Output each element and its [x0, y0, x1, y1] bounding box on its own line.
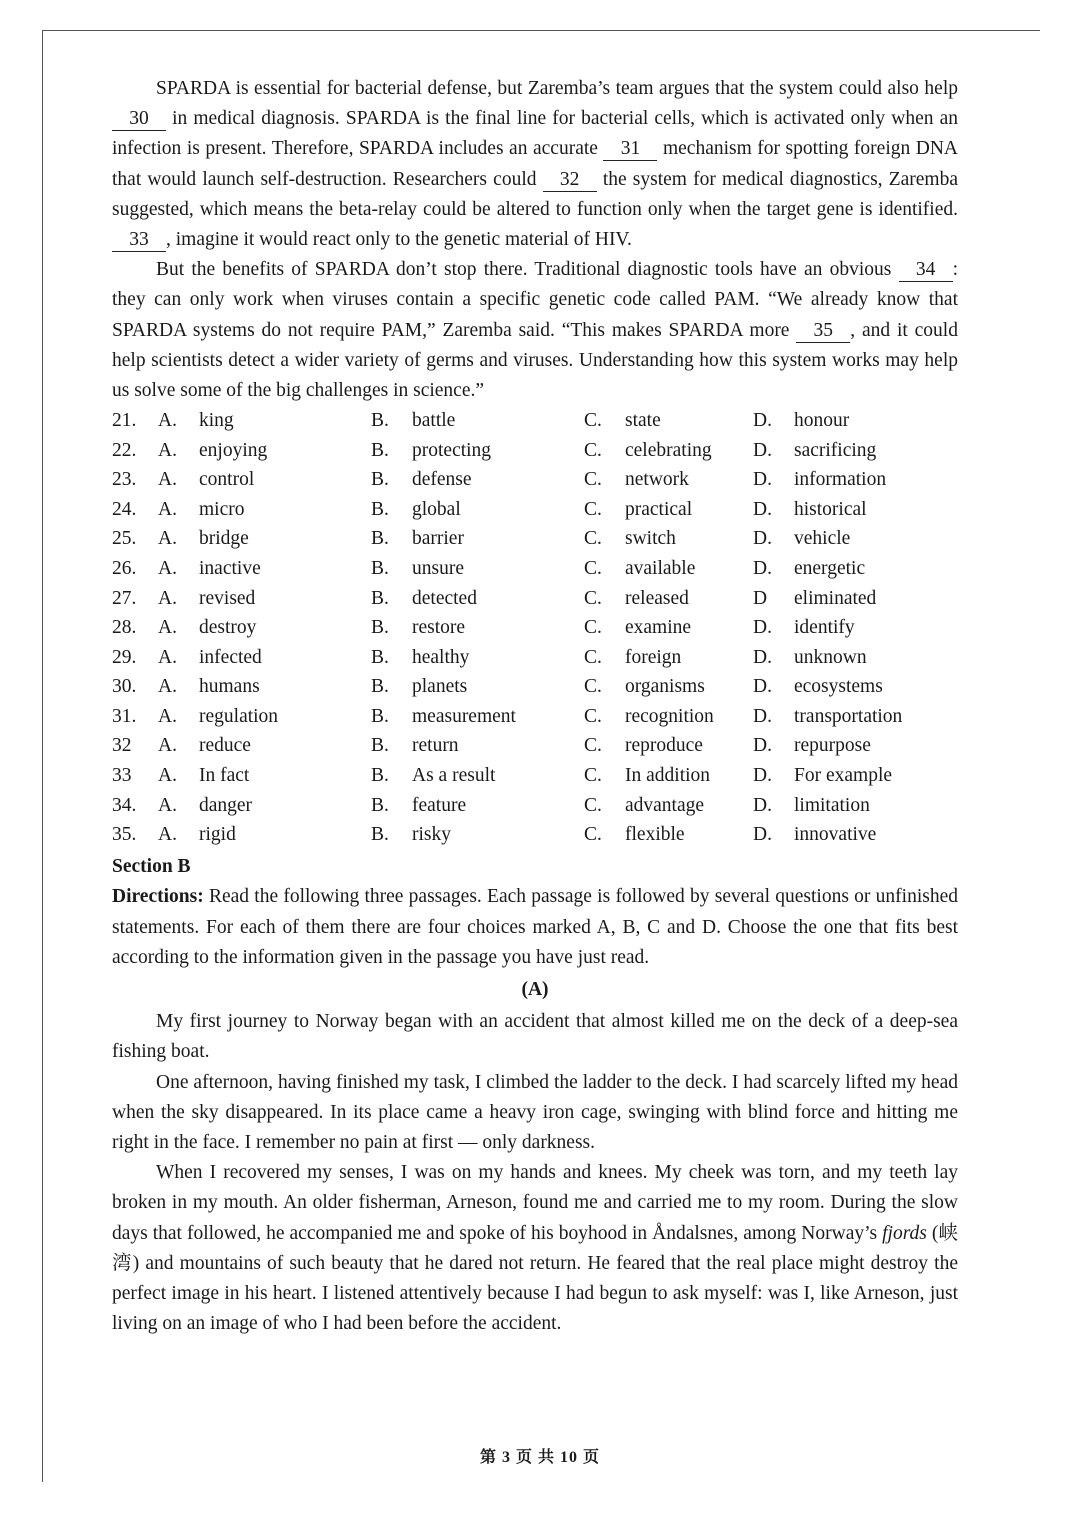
text-run: SPARDA is essential for bacterial defense, but Zaremba’s team argues that the system could also help [156, 78, 958, 99]
option-text: king [199, 409, 234, 431]
option-text: regulation [199, 705, 279, 727]
option-text: danger [199, 794, 253, 816]
option-a [158, 613, 371, 643]
option-text: examine [625, 617, 692, 639]
option-letter: D. [753, 409, 772, 431]
option-b [371, 554, 584, 584]
option-text: organisms [625, 676, 705, 698]
option-d [753, 406, 903, 436]
option-c [584, 613, 753, 643]
option-letter: A. [158, 557, 177, 579]
option-d [753, 643, 903, 673]
option-letter: D. [753, 824, 772, 846]
option-c [584, 731, 753, 761]
option-text: inactive [199, 557, 261, 579]
option-letter: B. [371, 587, 389, 609]
option-a [158, 820, 371, 850]
option-text: celebrating [625, 439, 712, 461]
option-letter: B. [371, 469, 389, 491]
option-a [158, 436, 371, 466]
option-row [112, 761, 958, 791]
section-b-title: Section B [112, 856, 191, 878]
option-text: repurpose [794, 735, 871, 757]
option-text: information [794, 469, 887, 491]
option-text: bridge [199, 528, 249, 550]
option-letter: A. [158, 824, 177, 846]
option-row [112, 643, 958, 673]
option-c [584, 761, 753, 791]
option-c [584, 406, 753, 436]
option-letter: A. [158, 705, 177, 727]
text-run: : they can only work when viruses contain a specific genetic code called PAM. “We already know that SPARDA systems do not require PAM,” Zaremba said. “This makes SPARDA more [112, 259, 958, 341]
option-letter: C. [584, 587, 602, 609]
option-d [753, 702, 903, 732]
option-letter: C. [584, 617, 602, 639]
question-number: 22. [112, 439, 137, 461]
question-number: 34. [112, 794, 137, 816]
text-run: But the benefits of SPARDA don’t stop there. Traditional diagnostic tools have an obvious [156, 259, 899, 281]
option-d [753, 672, 903, 702]
answer-options [112, 406, 958, 850]
option-letter: A. [158, 794, 177, 816]
question-number: 33 [112, 765, 132, 787]
option-letter: B. [371, 439, 389, 461]
question-number: 24. [112, 498, 137, 520]
option-letter: D. [753, 735, 772, 757]
option-letter: A. [158, 439, 177, 461]
option-a [158, 643, 371, 673]
option-letter: A. [158, 735, 177, 757]
option-letter: D. [753, 439, 772, 461]
option-row [112, 554, 958, 584]
option-b [371, 584, 584, 614]
option-d [753, 584, 903, 614]
option-text: return [412, 735, 459, 757]
option-b [371, 702, 584, 732]
question-number: 35. [112, 824, 137, 846]
option-letter: C. [584, 765, 602, 787]
option-d [753, 524, 903, 554]
option-b [371, 495, 584, 525]
option-letter: B. [371, 557, 389, 579]
option-a [158, 584, 371, 614]
option-letter: C. [584, 439, 602, 461]
option-text: revised [199, 587, 256, 609]
option-text: practical [625, 498, 693, 520]
option-c [584, 465, 753, 495]
text-run: the system for medical diagnostics, Zaremba suggested, which means the beta-relay could be altered to function only when the target gene is identified. [112, 168, 958, 220]
option-letter: C. [584, 557, 602, 579]
question-number: 23. [112, 469, 137, 491]
option-text: unknown [794, 646, 867, 668]
option-row [112, 732, 958, 762]
option-d [753, 436, 903, 466]
page-border-top [42, 30, 1040, 31]
option-row [112, 702, 958, 732]
option-text: switch [625, 528, 676, 550]
option-letter: B. [371, 735, 389, 757]
option-letter: A. [158, 528, 177, 550]
option-c [584, 524, 753, 554]
option-row [112, 791, 958, 821]
option-text: planets [412, 676, 468, 698]
option-b [371, 672, 584, 702]
option-letter: D. [753, 528, 772, 550]
question-number: 27. [112, 587, 137, 609]
blank-34: 34 [899, 259, 953, 282]
option-text: reproduce [625, 735, 703, 757]
option-c [584, 702, 753, 732]
option-c [584, 554, 753, 584]
option-text: rigid [199, 824, 236, 846]
option-row [112, 465, 958, 495]
option-text: advantage [625, 794, 705, 816]
option-c [584, 791, 753, 821]
option-text: unsure [412, 557, 464, 579]
option-letter: A. [158, 409, 177, 431]
option-text: healthy [412, 646, 470, 668]
blank-35: 35 [796, 320, 850, 343]
option-letter: D. [753, 617, 772, 639]
option-text: humans [199, 676, 260, 698]
option-b [371, 406, 584, 436]
option-letter: B. [371, 676, 389, 698]
option-text: energetic [794, 557, 866, 579]
passage-title: (A) [521, 978, 549, 1000]
question-number: 21. [112, 409, 137, 431]
option-text: available [625, 557, 696, 579]
option-letter: A. [158, 469, 177, 491]
option-letter: D [753, 587, 768, 609]
option-row [112, 406, 958, 436]
question-number: 28. [112, 617, 137, 639]
option-b [371, 436, 584, 466]
option-letter: A. [158, 498, 177, 520]
option-a [158, 702, 371, 732]
option-row [112, 436, 958, 466]
option-letter: C. [584, 469, 602, 491]
option-letter: A. [158, 765, 177, 787]
option-a [158, 465, 371, 495]
blank-32: 32 [543, 169, 597, 192]
text-run: mechanism for spotting foreign DNA that would launch self-destruction. Researchers could [112, 138, 958, 190]
option-letter: D. [753, 794, 772, 816]
option-text: battle [412, 409, 456, 431]
directions [112, 882, 958, 973]
option-row [112, 525, 958, 555]
option-letter: C. [584, 646, 602, 668]
option-letter: C. [584, 824, 602, 846]
option-text: vehicle [794, 528, 851, 550]
option-text: recognition [625, 705, 714, 727]
option-letter: C. [584, 528, 602, 550]
option-b [371, 731, 584, 761]
option-letter: C. [584, 705, 602, 727]
option-b [371, 791, 584, 821]
option-letter: B. [371, 765, 389, 787]
option-d [753, 820, 903, 850]
option-letter: A. [158, 617, 177, 639]
option-letter: D. [753, 676, 772, 698]
option-b [371, 465, 584, 495]
page-border-left [42, 30, 43, 1482]
option-c [584, 672, 753, 702]
question-number: 29. [112, 646, 137, 668]
option-text: protecting [412, 439, 492, 461]
option-text: sacrificing [794, 439, 877, 461]
option-a [158, 791, 371, 821]
option-c [584, 820, 753, 850]
option-text: state [625, 409, 661, 431]
option-letter: D. [753, 557, 772, 579]
text-run: , and it could help scientists detect a wider variety of germs and viruses. Understanding how this system works may help us solve some of the big challenges in science.” [112, 319, 958, 402]
option-text: measurement [412, 705, 516, 727]
option-text: destroy [199, 617, 257, 639]
option-letter: B. [371, 409, 389, 431]
option-text: historical [794, 498, 867, 520]
cloze-paragraph-1 [112, 74, 958, 255]
option-text: micro [199, 498, 245, 520]
option-a [158, 406, 371, 436]
option-b [371, 643, 584, 673]
option-a [158, 554, 371, 584]
option-d [753, 613, 903, 643]
option-letter: B. [371, 646, 389, 668]
option-d [753, 554, 903, 584]
passage-paragraph-2: One afternoon, having finished my task, I climbed the ladder to the deck. I had scarcely lifted my head when the sky disappeared. In its place came a heavy iron cage, swinging with blind force and hitting me right in the face. I remember no pain at first — only darkness. [112, 1071, 958, 1153]
option-letter: A. [158, 646, 177, 668]
option-letter: D. [753, 765, 772, 787]
passage-paragraph-1: My first journey to Norway began with an accident that almost killed me on the deck of a deep-sea fishing boat. [112, 1011, 958, 1063]
option-letter: A. [158, 676, 177, 698]
option-text: limitation [794, 794, 870, 816]
option-c [584, 436, 753, 466]
option-letter: C. [584, 794, 602, 816]
blank-30: 30 [112, 108, 166, 131]
option-text: eliminated [794, 587, 877, 609]
option-row [112, 821, 958, 851]
option-text: control [199, 469, 255, 491]
option-text: detected [412, 587, 477, 609]
option-letter: B. [371, 617, 389, 639]
option-b [371, 761, 584, 791]
option-c [584, 584, 753, 614]
option-letter: A. [158, 587, 177, 609]
option-d [753, 731, 903, 761]
option-letter: C. [584, 498, 602, 520]
option-a [158, 731, 371, 761]
option-text: defense [412, 469, 472, 491]
option-text: As a result [412, 765, 496, 787]
option-letter: D. [753, 705, 772, 727]
page-footer: 第 3 页 共 10 页 [479, 1449, 600, 1466]
option-text: innovative [794, 824, 877, 846]
option-b [371, 820, 584, 850]
option-text: enjoying [199, 439, 268, 461]
option-text: flexible [625, 824, 685, 846]
option-text: honour [794, 409, 850, 431]
italic-term: fjords [882, 1222, 927, 1244]
option-letter: C. [584, 735, 602, 757]
option-d [753, 495, 903, 525]
option-letter: D. [753, 646, 772, 668]
option-text: barrier [412, 528, 464, 550]
option-row [112, 613, 958, 643]
option-letter: B. [371, 824, 389, 846]
option-text: risky [412, 824, 451, 846]
option-a [158, 672, 371, 702]
question-number: 31. [112, 705, 137, 727]
blank-33: 33 [112, 229, 166, 252]
option-text: restore [412, 617, 466, 639]
question-number: 26. [112, 557, 137, 579]
option-letter: B. [371, 705, 389, 727]
option-text: transportation [794, 705, 903, 727]
option-d [753, 791, 903, 821]
option-c [584, 495, 753, 525]
option-letter: D. [753, 469, 772, 491]
option-text: foreign [625, 646, 682, 668]
option-a [158, 495, 371, 525]
directions-text: Read the following three passages. Each passage is followed by several questions or unfinished statements. For each of them there are four choices marked A, B, C and D. Choose the one that fits best according to the information given in the passage you have just read. [112, 886, 958, 968]
option-row [112, 673, 958, 703]
option-text: feature [412, 794, 467, 816]
option-text: global [412, 498, 461, 520]
text-run: in medical diagnosis. SPARDA is the final line for bacterial cells, which is activated only when an infection is present. Therefore, SPARDA includes an accurate [112, 108, 958, 160]
option-text: infected [199, 646, 262, 668]
option-d [753, 465, 903, 495]
option-a [158, 524, 371, 554]
text-run: , imagine it would react only to the genetic material of HIV. [166, 229, 632, 251]
option-letter: B. [371, 498, 389, 520]
option-text: In fact [199, 765, 250, 787]
question-number: 25. [112, 528, 137, 550]
option-letter: B. [371, 794, 389, 816]
cloze-paragraph-2 [112, 255, 958, 406]
option-letter: B. [371, 528, 389, 550]
passage-paragraph-3 [112, 1158, 958, 1339]
directions-label: Directions: [112, 886, 204, 908]
option-row [112, 495, 958, 525]
blank-31: 31 [603, 138, 657, 161]
question-number: 30. [112, 676, 137, 698]
option-b [371, 524, 584, 554]
option-text: identify [794, 617, 855, 639]
option-text: For example [794, 765, 893, 787]
option-letter: C. [584, 409, 602, 431]
question-number: 32 [112, 735, 132, 757]
option-row [112, 584, 958, 614]
option-text: released [625, 587, 689, 609]
option-d [753, 761, 903, 791]
text-run: When I recovered my senses, I was on my hands and knees. My cheek was torn, and my teeth lay broken in my mouth. An older fisherman, Arneson, found me and carried me to my room. During the slow days that followed, he accompanied me and spoke of his boyhood in Åndalsnes, among Norway’s [112, 1162, 958, 1244]
option-text: ecosystems [794, 676, 883, 698]
page-content [112, 74, 958, 1339]
option-letter: D. [753, 498, 772, 520]
option-c [584, 643, 753, 673]
option-text: In addition [625, 765, 711, 787]
option-text: reduce [199, 735, 251, 757]
option-a [158, 761, 371, 791]
option-text: network [625, 469, 689, 491]
text-run: (峡湾) and mountains of such beauty that he dared not return. He feared that the real place might destroy the perfect image in his heart. I listened attentively because I had begun to ask myself: was I, like Arneson, just living on an image of who I had been before the accident. [112, 1222, 958, 1335]
option-letter: C. [584, 676, 602, 698]
option-b [371, 613, 584, 643]
